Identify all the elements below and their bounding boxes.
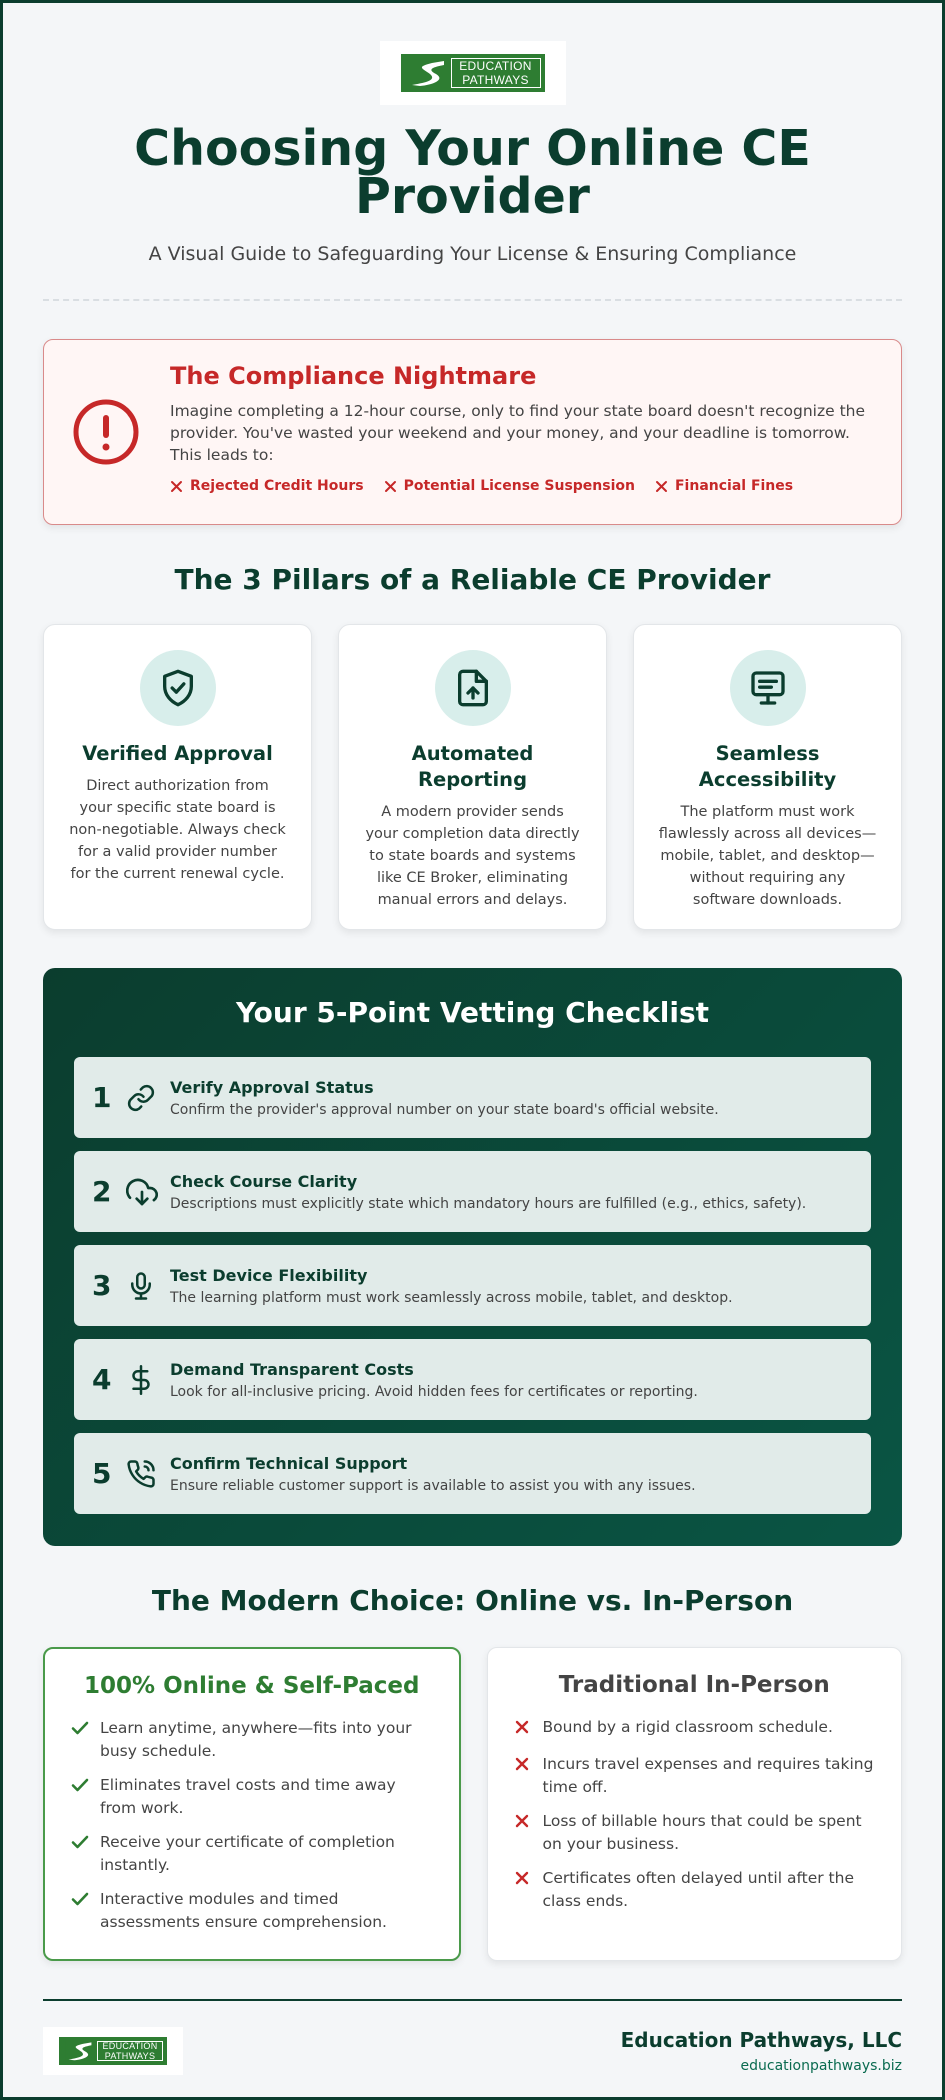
alert-circle-icon	[72, 398, 140, 466]
checklist-item-title: Check Course Clarity	[170, 1171, 358, 1191]
pillars-title: The 3 Pillars of a Reliable CE Provider	[174, 563, 771, 596]
cloud-download-icon	[126, 1176, 158, 1208]
phone-icon	[126, 1459, 156, 1489]
comparison-grid	[43, 1647, 902, 1961]
pillar-desc: The platform must work flawlessly across all devices—mobile, tablet, and desktop—without requiring any software downloads.	[658, 804, 877, 908]
checklist-item-title: Demand Transparent Costs	[170, 1359, 414, 1379]
x-icon	[384, 480, 397, 493]
checklist-item-title: Verify Approval Status	[170, 1077, 374, 1097]
online-column	[43, 1647, 461, 1961]
logo-line-2: PATHWAYS	[104, 2051, 156, 2061]
pillar-desc: A modern provider sends your completion data directly to state boards and systems like CE Broker, eliminating manual errors and delays.	[365, 804, 580, 908]
checklist-item	[74, 1433, 871, 1514]
checklist-item-desc: Look for all-inclusive pricing. Avoid hidden fees for certificates or reporting.	[170, 1383, 698, 1400]
monitor-icon	[748, 668, 788, 708]
pillars-grid	[43, 624, 902, 930]
x-icon	[655, 480, 668, 493]
consequence-item: Rejected Credit Hours	[170, 478, 364, 494]
road-logo-icon	[63, 2041, 97, 2061]
list-item: Eliminates travel costs and time away from work.	[71, 1774, 433, 1820]
check-icon	[71, 1777, 89, 1793]
dollar-icon	[126, 1365, 156, 1395]
pillar-card-seamless-accessibility	[633, 624, 902, 930]
road-logo-icon	[405, 58, 451, 88]
checklist-item	[74, 1339, 871, 1420]
header-logo	[380, 41, 566, 105]
checklist-item-title: Test Device Flexibility	[170, 1265, 368, 1285]
page-title: Choosing Your Online CE Provider	[134, 120, 811, 225]
check-icon	[71, 1834, 89, 1850]
checklist-number: 3	[92, 1269, 112, 1302]
checklist-item-title: Confirm Technical Support	[170, 1453, 408, 1473]
list-item: Learn anytime, anywhere—fits into your busy schedule.	[71, 1717, 433, 1763]
x-icon	[170, 480, 183, 493]
list-item: Receive your certificate of completion instantly.	[71, 1831, 433, 1877]
checklist-item	[74, 1057, 871, 1138]
pillar-card-automated-reporting	[338, 624, 607, 930]
consequence-item: Financial Fines	[655, 478, 793, 494]
logo-line-1: EDUCATION	[459, 59, 532, 73]
consequence-list	[170, 478, 875, 494]
compliance-nightmare-card	[43, 339, 902, 525]
check-icon	[71, 1720, 89, 1736]
company-name: Education Pathways, LLC	[620, 2028, 902, 2052]
checklist-item-desc: Ensure reliable customer support is available to assist you with any issues.	[170, 1477, 696, 1494]
x-icon	[514, 1870, 530, 1886]
pillar-card-verified-approval	[43, 624, 312, 930]
pillar-desc: Direct authorization from your specific state board is non-negotiable. Always check for a valid provider number for the current renewal cycle.	[69, 778, 286, 882]
company-url[interactable]: educationpathways.biz	[740, 2058, 902, 2074]
header-divider	[43, 299, 902, 301]
checklist-number: 5	[92, 1457, 112, 1490]
company-info	[621, 2028, 902, 2074]
page-subtitle: A Visual Guide to Safeguarding Your License & Ensuring Compliance	[148, 243, 797, 265]
list-item: Certificates often delayed until after the class ends.	[514, 1867, 876, 1913]
list-item: Loss of billable hours that could be spent on your business.	[514, 1810, 876, 1856]
footer	[43, 2027, 902, 2075]
footer-logo	[43, 2027, 183, 2075]
checklist-item-desc: The learning platform must work seamlessly across mobile, tablet, and desktop.	[170, 1289, 733, 1306]
checklist-item	[74, 1245, 871, 1326]
logo-line-1: EDUCATION	[102, 2041, 158, 2051]
nightmare-body: Imagine completing a 12-hour course, only to find your state board doesn't recognize the provider. You've wasted your weekend and your money, and your deadline is tomorrow. This leads to:	[170, 402, 866, 464]
logo-line-2: PATHWAYS	[462, 73, 529, 87]
checklist-item	[74, 1151, 871, 1232]
comparison-title: The Modern Choice: Online vs. In-Person	[151, 1584, 794, 1617]
checklist-number: 1	[92, 1081, 112, 1114]
pillar-title: Seamless Accessibility	[698, 742, 837, 791]
consequence-item: Potential License Suspension	[384, 478, 635, 494]
in-person-column	[487, 1647, 903, 1961]
vetting-checklist	[43, 968, 902, 1546]
x-icon	[514, 1813, 530, 1829]
nightmare-title: The Compliance Nightmare	[170, 362, 537, 390]
checklist-item-desc: Confirm the provider's approval number on your state board's official website.	[170, 1101, 719, 1118]
link-icon	[126, 1083, 156, 1113]
check-icon	[71, 1891, 89, 1907]
checklist-number: 4	[92, 1363, 112, 1396]
microphone-icon	[126, 1271, 156, 1301]
pillar-title: Verified Approval	[82, 742, 273, 765]
in-person-title: Traditional In-Person	[558, 1672, 830, 1698]
online-title: 100% Online & Self-Paced	[84, 1673, 420, 1699]
x-icon	[514, 1756, 530, 1772]
list-item: Bound by a rigid classroom schedule.	[514, 1716, 876, 1742]
checklist-title: Your 5-Point Vetting Checklist	[235, 996, 710, 1029]
file-upload-icon	[453, 668, 493, 708]
list-item: Incurs travel expenses and requires taking time off.	[514, 1753, 876, 1799]
footer-divider	[43, 1999, 902, 2001]
shield-check-icon	[158, 668, 198, 708]
x-icon	[514, 1719, 530, 1735]
checklist-item-desc: Descriptions must explicitly state which mandatory hours are fulfilled (e.g., ethics, safety).	[170, 1195, 807, 1212]
pillar-title: Automated Reporting	[411, 742, 534, 791]
list-item: Interactive modules and timed assessments ensure comprehension.	[71, 1888, 433, 1934]
checklist-number: 2	[92, 1175, 112, 1208]
